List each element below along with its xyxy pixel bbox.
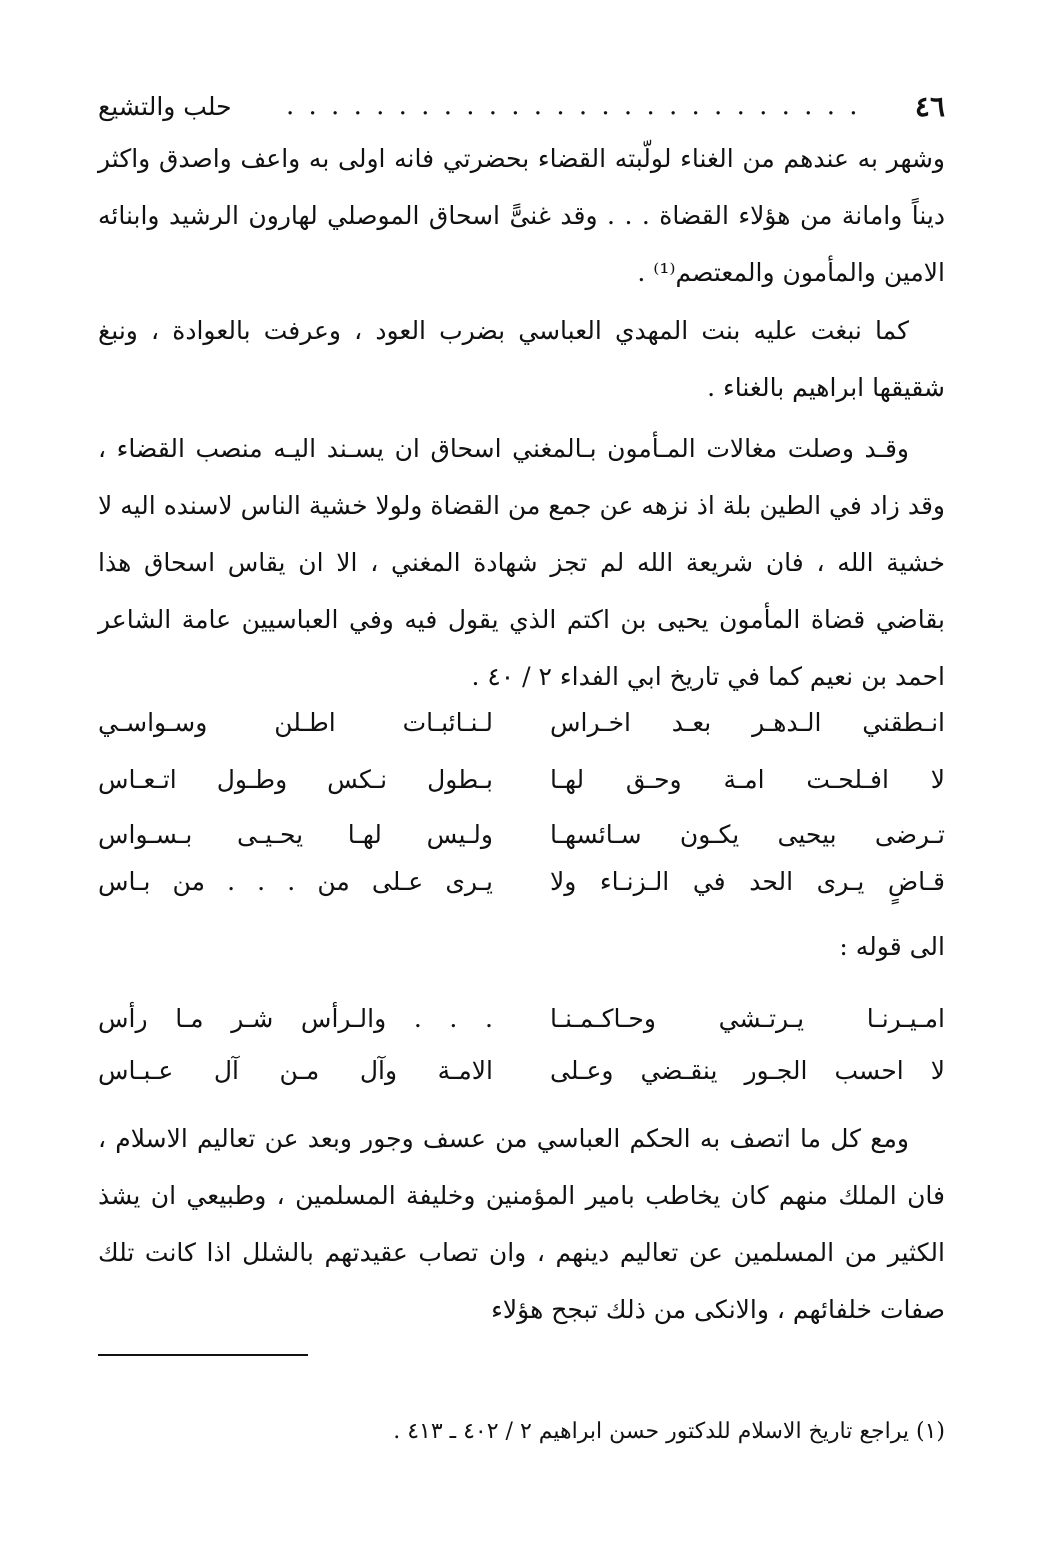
running-head: حلب والتشيع xyxy=(98,91,232,121)
verse-line xyxy=(98,990,945,1047)
footnote-separator xyxy=(98,1354,308,1356)
page-number: ٤٦ xyxy=(914,89,945,123)
paragraph-1: وشهر به عندهم من الغناء لولّبته القضاء بحضرتي فانه اولى به واعف واصدق واكثر ديناً وامانة من هؤلاء القضاة . . . وقد غنىًّ اسحاق الموصلي لهارون الرشيد وابنائه الامين والمأمون والمعتصم⁽¹⁾ . xyxy=(98,144,945,287)
paragraph-3: وقـد وصلت مغالات المـأمون بـالمغني اسحاق ان يسـند اليـه منصب القضاء ، وقد زاد في الطين بلة اذ نزهه عن جمع من القضاة ولولا خشية الناس لاسنده اليه لا خشية الله ، فان شريعة الله لم تجز شهادة المغني ، الا ان يقاس اسحاق هذا بقاضي قضاة المأمون يحيى بن اكتم الذي يقول فيه وفي العباسيين عامة الشاعر احمد بن نعيم كما في تاريخ ابي الفداء ٢ / ٤٠ . xyxy=(98,434,945,691)
page-header xyxy=(98,84,945,128)
verse-line xyxy=(98,1042,945,1099)
verse-first-hemistich: قـاضٍ يـرى الحد في الـزنـاء ولا xyxy=(550,867,945,896)
header-leader-dots: . . . . . . . . . . . . . . . . . . . . . . . . . . xyxy=(285,91,861,121)
footnote: (١) يراجع تاريخ الاسلام للدكتور حسن ابراهيم ٢ / ٤٠٢ ـ ٤١٣ . xyxy=(393,1419,945,1444)
verse-first-hemistich: لا افـلحـت امـة وحـق لهـا xyxy=(550,765,945,794)
verse-first-hemistich: تـرضى بيحيى يكـون سـائسهـا xyxy=(550,820,945,849)
verse-second-hemistich: . . . والـرأس شـر مـا رأس xyxy=(98,1004,493,1033)
verse-first-hemistich: انـطقني الـدهـر بعـد اخـراس xyxy=(550,708,945,737)
verse-line xyxy=(98,694,945,751)
lead-in-text: الى قوله : xyxy=(839,932,945,961)
verse-first-hemistich: امـيـرنـا يـرتـشي وحـاكـمـنـا xyxy=(550,1004,945,1033)
paragraph-4: ومع كل ما اتصف به الحكم العباسي من عسف وجور وبعد عن تعاليم الاسلام ، فان الملك منهم كان يخاطب بامير المؤمنين وخليفة المسلمين ، وطبيعي ان يشذ الكثير من المسلمين عن تعاليم دينهم ، وان تصاب عقيدتهم بالشلل اذا كانت تلك صفات خلفائهم ، والانكى من ذلك تبجح هؤلاء xyxy=(98,1124,945,1324)
verse-second-hemistich: يـرى عـلى من . . . من بـاس xyxy=(98,867,493,896)
verse-first-hemistich: لا احسب الجـور ينقـضي وعـلى xyxy=(550,1056,945,1085)
verse-second-hemistich: الامـة وآل مـن آل عـبـاس xyxy=(98,1056,493,1085)
verse-second-hemistich: لـنـائبـات اطـلن وسـواسـي xyxy=(98,708,493,737)
verse-second-hemistich: بـطول نـكس وطـول اتـعـاس xyxy=(98,765,493,794)
verse-second-hemistich: ولـيس لهـا يحـيـى بـسـواس xyxy=(98,820,493,849)
book-page xyxy=(98,0,945,1547)
verse-line xyxy=(98,751,945,808)
verse-line xyxy=(98,853,945,910)
paragraph-2: كما نبغت عليه بنت المهدي العباسي بضرب العود ، وعرفت بالعوادة ، ونبغ شقيقها ابراهيم بالغناء . xyxy=(98,316,945,402)
